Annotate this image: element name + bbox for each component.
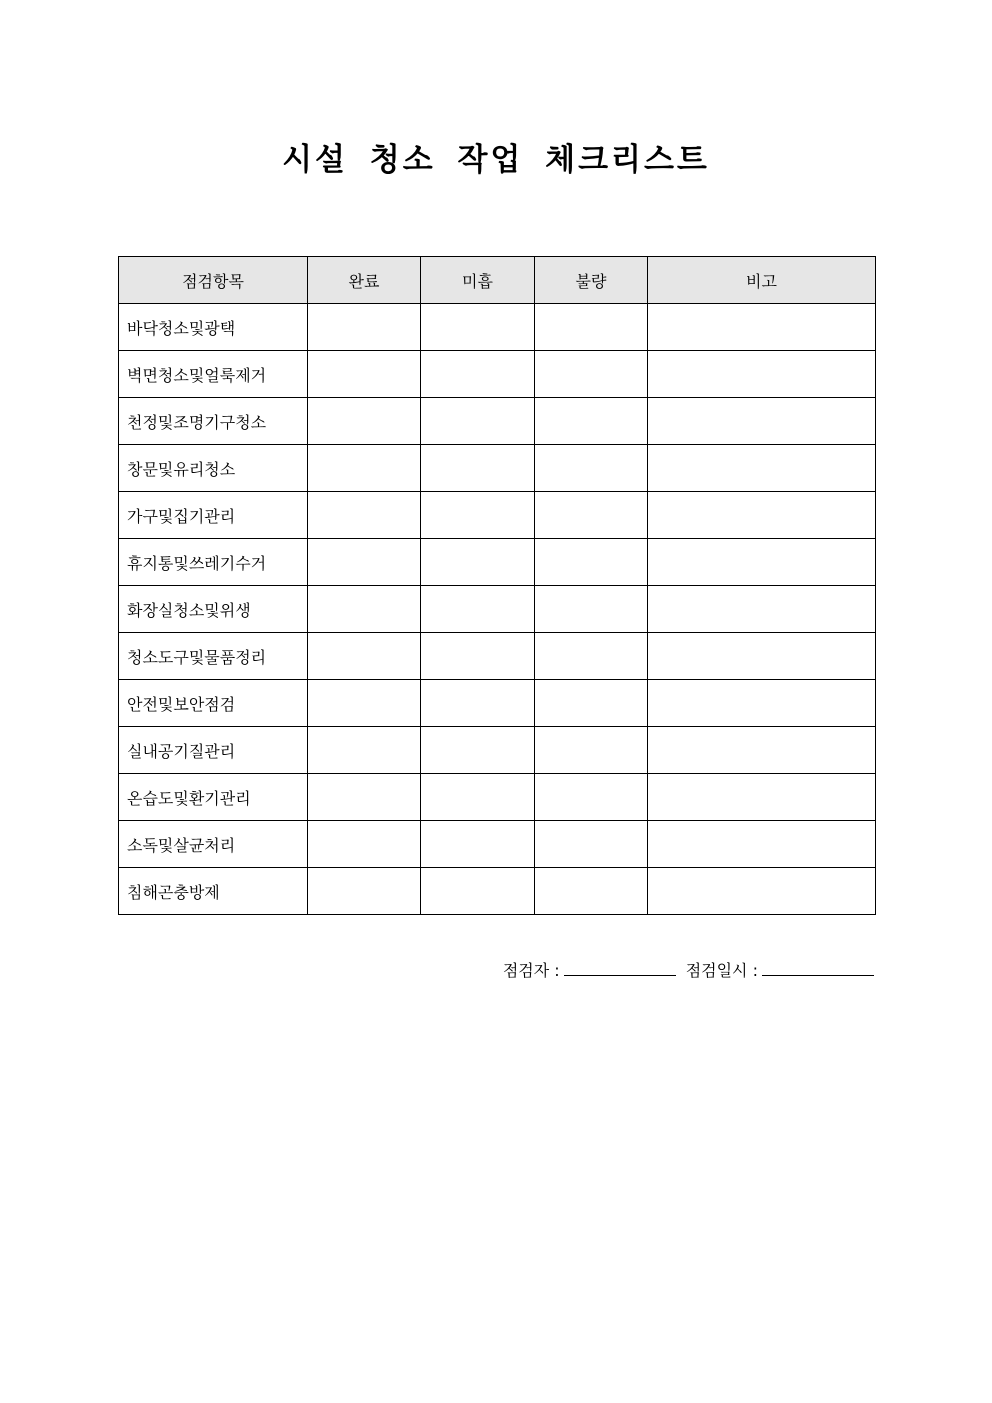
- row-item-label: 청소도구및물품정리: [119, 633, 308, 680]
- table-row: [119, 821, 876, 868]
- defective-cell[interactable]: [535, 680, 648, 727]
- remarks-cell[interactable]: [648, 492, 876, 539]
- insufficient-cell[interactable]: [421, 304, 535, 351]
- header-remarks: 비고: [648, 257, 876, 304]
- done-cell[interactable]: [308, 821, 421, 868]
- row-item-label: 가구및집기관리: [119, 492, 308, 539]
- defective-cell[interactable]: [535, 492, 648, 539]
- done-cell[interactable]: [308, 586, 421, 633]
- table-row: [119, 680, 876, 727]
- done-cell[interactable]: [308, 445, 421, 492]
- done-cell[interactable]: [308, 727, 421, 774]
- remarks-cell[interactable]: [648, 727, 876, 774]
- checklist-table: [118, 256, 876, 915]
- remarks-cell[interactable]: [648, 633, 876, 680]
- inspection-date-line[interactable]: [762, 961, 874, 976]
- remarks-cell[interactable]: [648, 774, 876, 821]
- signature-footer: [503, 958, 874, 981]
- table-row: [119, 586, 876, 633]
- remarks-cell[interactable]: [648, 868, 876, 915]
- defective-cell[interactable]: [535, 868, 648, 915]
- table-row: [119, 727, 876, 774]
- done-cell[interactable]: [308, 539, 421, 586]
- defective-cell[interactable]: [535, 774, 648, 821]
- defective-cell[interactable]: [535, 398, 648, 445]
- defective-cell[interactable]: [535, 539, 648, 586]
- insufficient-cell[interactable]: [421, 351, 535, 398]
- header-insufficient: 미흡: [421, 257, 535, 304]
- row-item-label: 천정및조명기구청소: [119, 398, 308, 445]
- remarks-cell[interactable]: [648, 398, 876, 445]
- header-item: 점검항목: [119, 257, 308, 304]
- row-item-label: 소독및살균처리: [119, 821, 308, 868]
- table-row: [119, 539, 876, 586]
- row-item-label: 화장실청소및위생: [119, 586, 308, 633]
- insufficient-cell[interactable]: [421, 445, 535, 492]
- insufficient-cell[interactable]: [421, 868, 535, 915]
- remarks-cell[interactable]: [648, 821, 876, 868]
- inspector-signature-line[interactable]: [564, 961, 676, 976]
- row-item-label: 바닥청소및광택: [119, 304, 308, 351]
- remarks-cell[interactable]: [648, 586, 876, 633]
- row-item-label: 안전및보안점검: [119, 680, 308, 727]
- defective-cell[interactable]: [535, 727, 648, 774]
- defective-cell[interactable]: [535, 445, 648, 492]
- done-cell[interactable]: [308, 680, 421, 727]
- table-row: [119, 445, 876, 492]
- insufficient-cell[interactable]: [421, 774, 535, 821]
- done-cell[interactable]: [308, 774, 421, 821]
- header-done: 완료: [308, 257, 421, 304]
- table-row: [119, 304, 876, 351]
- inspection-date-label: 점검일시 :: [685, 961, 758, 980]
- row-item-label: 휴지통및쓰레기수거: [119, 539, 308, 586]
- done-cell[interactable]: [308, 633, 421, 680]
- row-item-label: 실내공기질관리: [119, 727, 308, 774]
- defective-cell[interactable]: [535, 586, 648, 633]
- done-cell[interactable]: [308, 868, 421, 915]
- row-item-label: 창문및유리청소: [119, 445, 308, 492]
- header-defective: 불량: [535, 257, 648, 304]
- done-cell[interactable]: [308, 398, 421, 445]
- done-cell[interactable]: [308, 492, 421, 539]
- row-item-label: 온습도및환기관리: [119, 774, 308, 821]
- remarks-cell[interactable]: [648, 539, 876, 586]
- table-row: [119, 774, 876, 821]
- remarks-cell[interactable]: [648, 351, 876, 398]
- row-item-label: 벽면청소및얼룩제거: [119, 351, 308, 398]
- insufficient-cell[interactable]: [421, 586, 535, 633]
- table-row: [119, 633, 876, 680]
- table-row: [119, 492, 876, 539]
- insufficient-cell[interactable]: [421, 492, 535, 539]
- insufficient-cell[interactable]: [421, 539, 535, 586]
- defective-cell[interactable]: [535, 821, 648, 868]
- insufficient-cell[interactable]: [421, 680, 535, 727]
- table-row: [119, 868, 876, 915]
- done-cell[interactable]: [308, 304, 421, 351]
- insufficient-cell[interactable]: [421, 633, 535, 680]
- defective-cell[interactable]: [535, 304, 648, 351]
- insufficient-cell[interactable]: [421, 398, 535, 445]
- table-row: [119, 351, 876, 398]
- row-item-label: 침해곤충방제: [119, 868, 308, 915]
- done-cell[interactable]: [308, 351, 421, 398]
- page-title: 시설 청소 작업 체크리스트: [282, 142, 710, 178]
- inspector-label: 점검자 :: [502, 961, 560, 980]
- insufficient-cell[interactable]: [421, 821, 535, 868]
- defective-cell[interactable]: [535, 351, 648, 398]
- remarks-cell[interactable]: [648, 680, 876, 727]
- table-row: [119, 398, 876, 445]
- insufficient-cell[interactable]: [421, 727, 535, 774]
- header-row: [119, 257, 876, 304]
- remarks-cell[interactable]: [648, 304, 876, 351]
- defective-cell[interactable]: [535, 633, 648, 680]
- remarks-cell[interactable]: [648, 445, 876, 492]
